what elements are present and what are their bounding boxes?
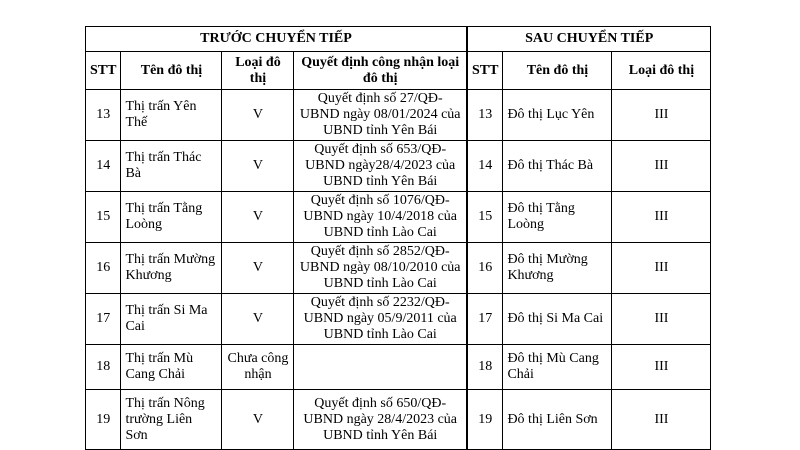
type-cell: V <box>222 243 294 294</box>
name-cell: Thị trấn Thác Bà <box>121 141 222 192</box>
name-after-header: Tên đô thị <box>503 52 612 90</box>
table-row <box>86 90 711 141</box>
stt-cell: 18 <box>86 345 121 390</box>
name-after-cell: Đô thị Si Ma Cai <box>503 294 612 345</box>
stt-cell: 13 <box>86 90 121 141</box>
table-row <box>86 192 711 243</box>
type-cell: V <box>222 294 294 345</box>
table-row <box>86 390 711 450</box>
type-header: Loại đô thị <box>222 52 294 90</box>
stt-after-cell: 16 <box>467 243 503 294</box>
type-after-cell: III <box>612 390 711 450</box>
name-after-cell: Đô thị Thác Bà <box>503 141 612 192</box>
table-row <box>86 294 711 345</box>
stt-cell: 14 <box>86 141 121 192</box>
name-cell: Thị trấn Yên Thế <box>121 90 222 141</box>
type-cell: V <box>222 192 294 243</box>
type-after-cell: III <box>612 345 711 390</box>
stt-cell: 19 <box>86 390 121 450</box>
before-transition-header: TRƯỚC CHUYỂN TIẾP <box>86 27 467 52</box>
after-transition-header: SAU CHUYỂN TIẾP <box>467 27 711 52</box>
type-cell: V <box>222 390 294 450</box>
stt-cell: 15 <box>86 192 121 243</box>
type-after-cell: III <box>612 243 711 294</box>
decision-cell: Quyết định số 2852/QĐ-UBND ngày 08/10/2010 của UBND tỉnh Lào Cai <box>294 243 467 294</box>
type-after-cell: III <box>612 294 711 345</box>
name-cell: Thị trấn Nông trường Liên Sơn <box>121 390 222 450</box>
type-cell: Chưa công nhận <box>222 345 294 390</box>
decision-cell: Quyết định số 2232/QĐ-UBND ngày 05/9/2011 của UBND tỉnh Lào Cai <box>294 294 467 345</box>
decision-cell: Quyết định số 1076/QĐ-UBND ngày 10/4/2018 của UBND tỉnh Lào Cai <box>294 192 467 243</box>
name-after-cell: Đô thị Tằng Loòng <box>503 192 612 243</box>
name-cell: Thị trấn Mường Khương <box>121 243 222 294</box>
table-row <box>86 243 711 294</box>
type-after-cell: III <box>612 90 711 141</box>
decision-cell <box>294 345 467 390</box>
type-after-header: Loại đô thị <box>612 52 711 90</box>
stt-after-cell: 14 <box>467 141 503 192</box>
name-header: Tên đô thị <box>121 52 222 90</box>
name-cell: Thị trấn Si Ma Cai <box>121 294 222 345</box>
stt-header: STT <box>86 52 121 90</box>
table-row <box>86 141 711 192</box>
type-cell: V <box>222 141 294 192</box>
decision-cell: Quyết định số 650/QĐ-UBND ngày 28/4/2023 của UBND tỉnh Yên Bái <box>294 390 467 450</box>
table-row <box>86 345 711 390</box>
type-after-cell: III <box>612 192 711 243</box>
name-after-cell: Đô thị Lục Yên <box>503 90 612 141</box>
stt-after-header: STT <box>467 52 503 90</box>
name-after-cell: Đô thị Mù Cang Chải <box>503 345 612 390</box>
stt-after-cell: 18 <box>467 345 503 390</box>
stt-cell: 17 <box>86 294 121 345</box>
decision-cell: Quyết định số 27/QĐ-UBND ngày 08/01/2024 của UBND tỉnh Yên Bái <box>294 90 467 141</box>
name-cell: Thị trấn Tằng Loòng <box>121 192 222 243</box>
decision-header: Quyết định công nhận loại đô thị <box>294 52 467 90</box>
name-after-cell: Đô thị Mường Khương <box>503 243 612 294</box>
name-cell: Thị trấn Mù Cang Chải <box>121 345 222 390</box>
type-cell: V <box>222 90 294 141</box>
stt-after-cell: 13 <box>467 90 503 141</box>
stt-cell: 16 <box>86 243 121 294</box>
stt-after-cell: 15 <box>467 192 503 243</box>
stt-after-cell: 19 <box>467 390 503 450</box>
name-after-cell: Đô thị Liên Sơn <box>503 390 612 450</box>
type-after-cell: III <box>612 141 711 192</box>
stt-after-cell: 17 <box>467 294 503 345</box>
urban-classification-table <box>85 26 711 450</box>
decision-cell: Quyết định số 653/QĐ-UBND ngày28/4/2023 của UBND tỉnh Yên Bái <box>294 141 467 192</box>
